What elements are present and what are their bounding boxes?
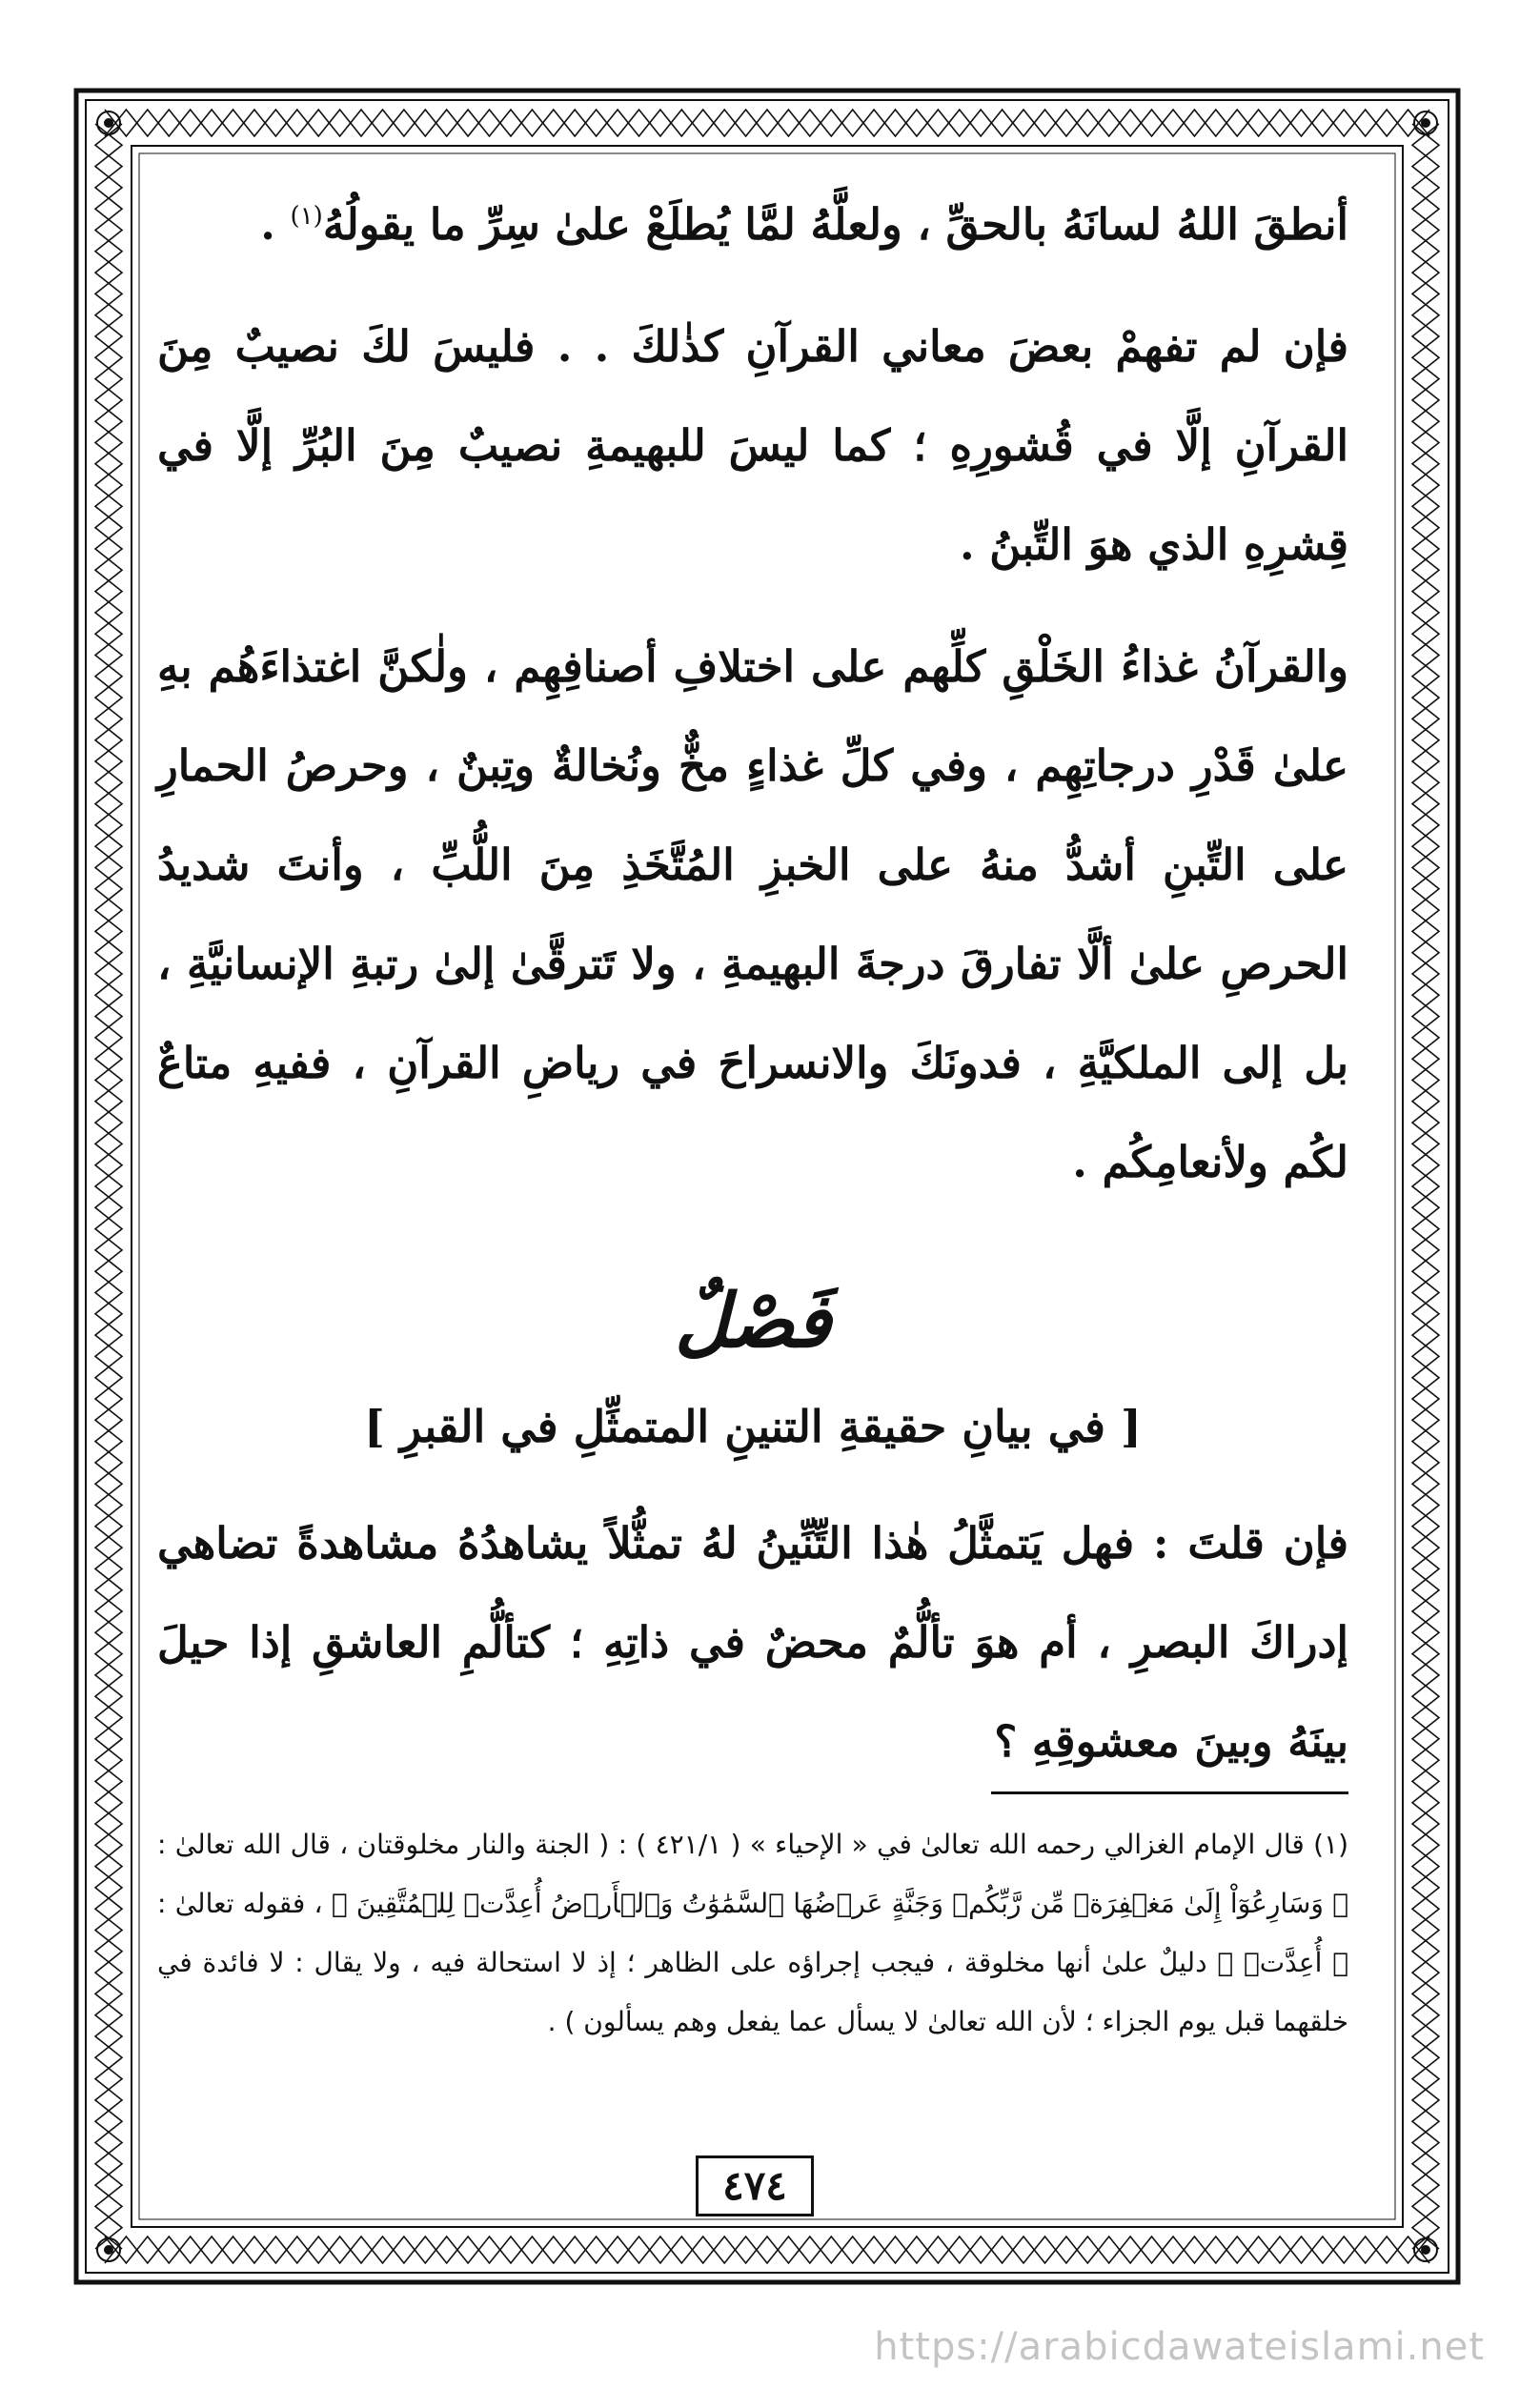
paragraph-end: . <box>260 199 291 250</box>
watermark-url: https://arabicdawateislami.net <box>874 2325 1485 2369</box>
section-mark: فَصْلٌ <box>675 1278 831 1365</box>
footnote-divider <box>991 1791 1348 1794</box>
paragraph: فإن قلتَ : فهل يَتمثَّلُ هٰذا التِّنِّينُ لهُ تمثُّلاً يشاهدُهُ مشاهدةً تضاهي إدراكَ البصرِ ، أم هوَ تألُّمٌ محضٌ في ذاتِهِ ؛ كتألُّمِ العاشقِ إذا حيلَ بينَهُ وبينَ معشوقِهِ ؟ <box>157 1518 1348 1767</box>
paragraph-text: أنطقَ اللهُ لسانَهُ بالحقِّ ، ولعلَّهُ لمَّا يُطلَعْ علىٰ سِرِّ ما يقولُهُ <box>322 199 1348 250</box>
paragraph: فإن لم تفهمْ بعضَ معاني القرآنِ كذٰلكَ . . فليسَ لكَ نصيبٌ مِنَ القرآنِ إلَّا في قُشورِهِ ؛ كما ليسَ للبهيمةِ نصيبٌ مِنَ البُرِّ إلَّا في قِشرِهِ الذي هوَ التِّبنُ . <box>157 321 1348 570</box>
paragraph <box>157 167 1348 274</box>
footnote: (١) قال الإمام الغزالي رحمه الله تعالىٰ في « الإحياء » ( ٤٢١/١ ) : ( الجنة والنار مخلوقتان ، قال الله تعالىٰ : ﴿ وَسَارِعُوٓاْ إِلَىٰ مَغۡفِرَةٖ مِّن رَّبِّكُمۡ وَجَنَّةٍ عَرۡضُهَا ٱلسَّمَٰوَٰتُ وَٱلۡأَرۡضُ أُعِدَّتۡ لِلۡمُتَّقِينَ ﴾ ، فقوله تعالىٰ : ﴿ أُعِدَّتۡ ﴾ دليلٌ علىٰ أنها مخلوقة ، فيجب إجراؤه على الظاهر ؛ إذ لا استحالة فيه ، ولا يقال : لا فائدة في خلقهما قبل يوم الجزاء ؛ لأن الله تعالىٰ لا يسأل عما يفعل وهم يسألون ) . <box>157 1829 1348 2037</box>
page-number: ٤٧٤ <box>696 2155 814 2216</box>
main-text <box>157 167 1348 1791</box>
paragraph: والقرآنُ غذاءُ الخَلْقِ كلِّهم على اختلافِ أصنافِهِم ، ولٰكنَّ اغتذاءَهُم بهِ علىٰ قَدْرِ درجاتِهِم ، وفي كلِّ غذاءٍ مخٌّ ونُخالةٌ وتِبنٌ ، وحرصُ الحمارِ على التِّبنِ أشدُّ منهُ على الخبزِ المُتَّخَذِ مِنَ اللُّبِّ ، وأنتَ شديدُ الحرصِ علىٰ ألَّا تفارقَ درجةَ البهيمةِ ، ولا تَترقَّىٰ إلىٰ رتبةِ الإنسانيَّةِ ، بل إلى الملكيَّةِ ، فدونَكَ والانسراحَ في رياضِ القرآنِ ، ففيهِ متاعٌ لكُم ولأنعامِكُم . <box>157 641 1348 1187</box>
footnotes <box>157 1815 1348 2052</box>
footnote-reference[interactable]: (١) <box>290 202 323 231</box>
section-heading: [ في بيانِ حقيقةِ التنينِ المتمثِّلِ في القبرِ ] <box>364 1401 1142 1452</box>
